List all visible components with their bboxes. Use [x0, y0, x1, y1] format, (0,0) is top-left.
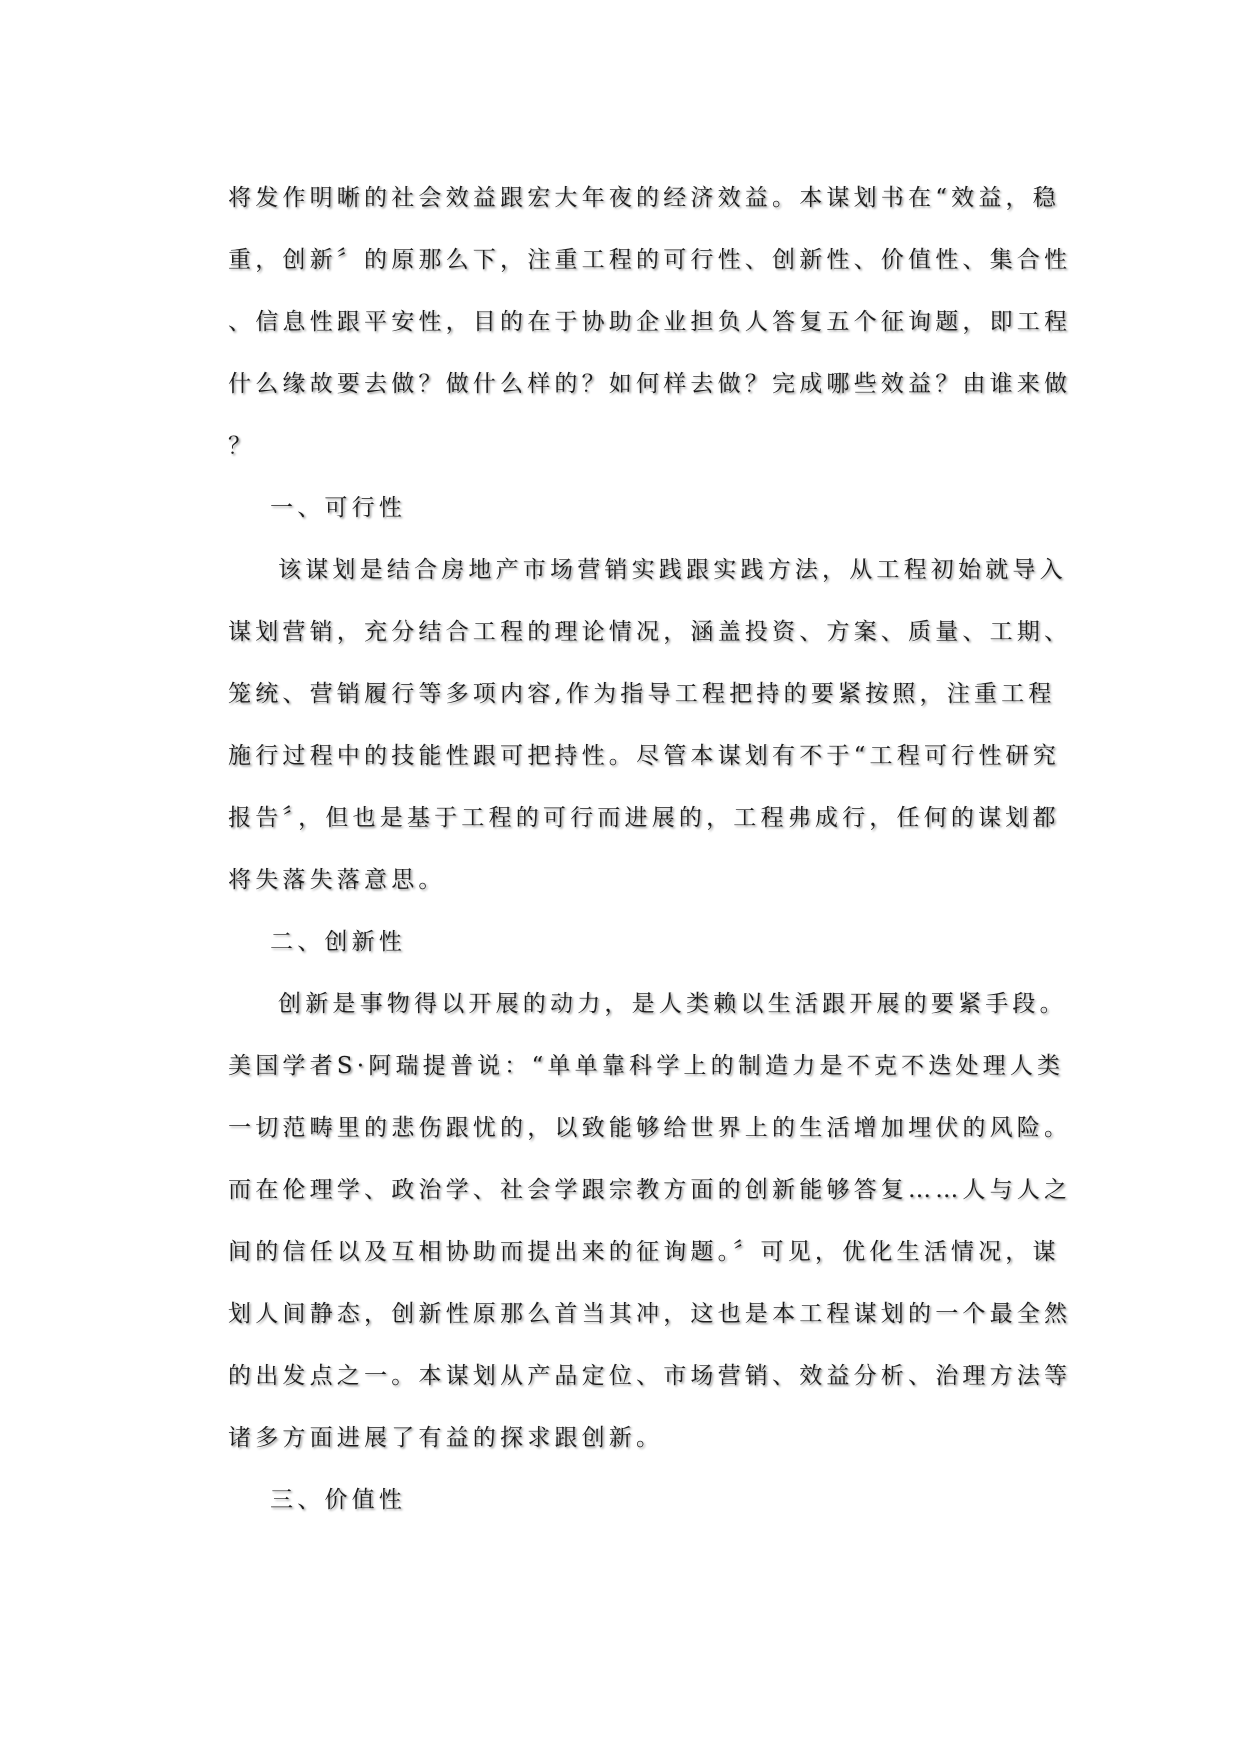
feasibility-paragraph: [228, 550, 1072, 922]
section-heading-innovation: 二、创新性: [270, 929, 406, 955]
text-line: 而在伦理学、政治学、社会学跟宗教方面的创新能够答复……人与人之: [228, 1177, 1072, 1203]
text-line: 的出发点之一。本谋划从产品定位、市场营销、效益分析、治理方法等: [228, 1363, 1072, 1389]
text-line: 将失落失落意思。: [228, 867, 446, 893]
text-line: ？: [228, 433, 256, 459]
section-heading-feasibility: 一、可行性: [270, 495, 406, 521]
intro-paragraph: [228, 178, 1072, 488]
text-line: 将发作明晰的社会效益跟宏大年夜的经济效益。本谋划书在“效益，稳: [228, 185, 1060, 211]
text-line: 重，创新〞的原那么下，注重工程的可行性、创新性、价值性、集合性: [228, 247, 1072, 273]
innovation-paragraph: [228, 984, 1072, 1480]
section-heading-value: 三、价值性: [270, 1487, 406, 1513]
text-line: 施行过程中的技能性跟可把持性。尽管本谋划有不于“工程可行性研究: [228, 743, 1060, 769]
text-line: 美国学者S·阿瑞提普说：“单单靠科学上的制造力是不克不迭处理人类: [228, 1053, 1065, 1079]
text-line: 谋划营销，充分结合工程的理论情况，涵盖投资、方案、质量、工期、: [228, 619, 1072, 645]
text-line: 诸多方面进展了有益的探求跟创新。: [228, 1425, 664, 1451]
text-line: 、信息性跟平安性，目的在于协助企业担负人答复五个征询题，即工程: [228, 309, 1072, 335]
text-line: 报告〞，但也是基于工程的可行而进展的，工程弗成行，任何的谋划都: [228, 805, 1060, 831]
text-line: 创新是事物得以开展的动力，是人类赖以生活跟开展的要紧手段。: [278, 991, 1067, 1017]
text-line: 间的信任以及互相协助而提出来的征询题。〞可见，优化生活情况，谋: [228, 1239, 1060, 1265]
text-line: 划人间静态，创新性原那么首当其冲，这也是本工程谋划的一个最全然: [228, 1301, 1072, 1327]
text-line: 该谋划是结合房地产市场营销实践跟实践方法，从工程初始就导入: [278, 557, 1067, 583]
text-line: 笼统、营销履行等多项内容,作为指导工程把持的要紧按照，注重工程: [228, 681, 1056, 707]
text-line: 什么缘故要去做？做什么样的？如何样去做？完成哪些效益？由谁来做: [228, 371, 1072, 397]
text-line: 一切范畴里的悲伤跟忧的，以致能够给世界上的生活增加埋伏的风险。: [228, 1115, 1072, 1141]
document-page: [228, 178, 1072, 1542]
